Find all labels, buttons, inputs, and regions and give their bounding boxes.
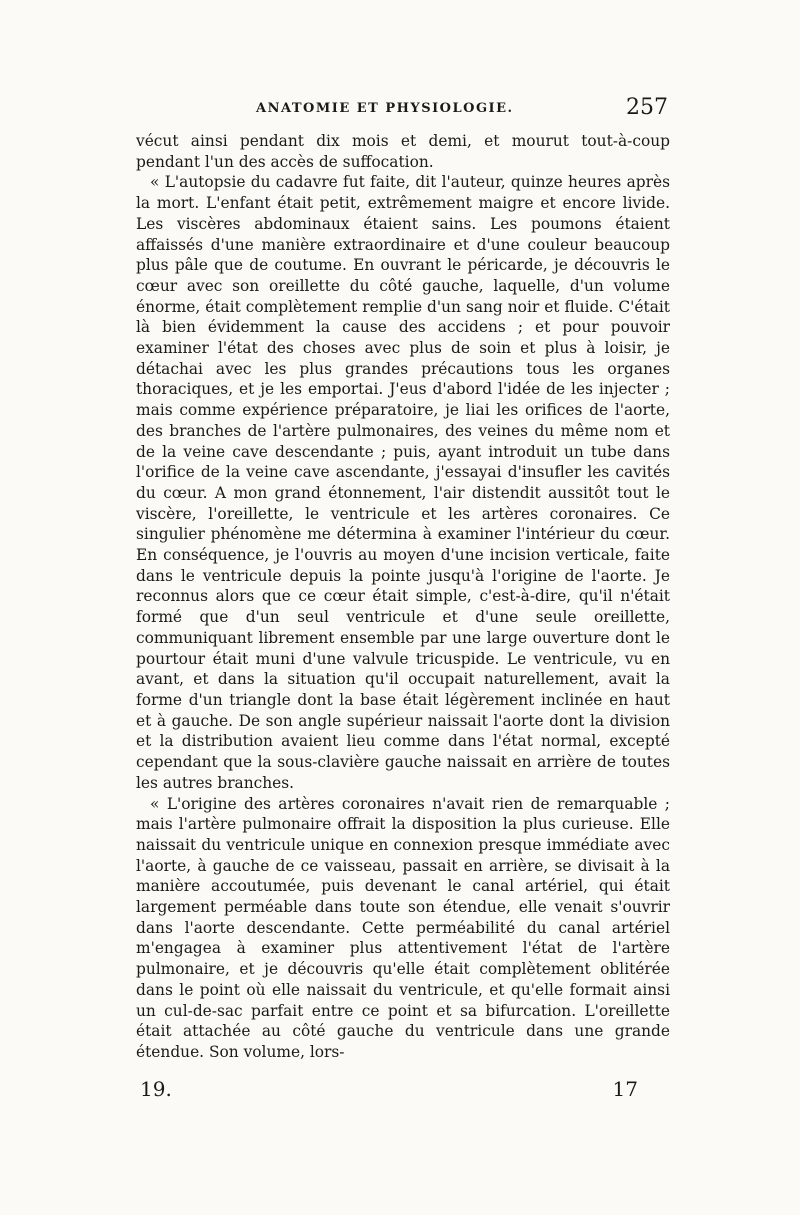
- paragraph-2: « L'autopsie du cadavre fut faite, dit l'auteur, quinze heures après la mort. L'enfant était petit, extrêmement maigre et encore livide. Les viscères abdominaux étaient sains. Les poumons étaient affaissés d'une manière extraordinaire et d'une couleur beaucoup plus pâle que de coutume. En ouvrant le péricarde, je découvris le cœur avec son oreillette du côté gauche, laquelle, d'un volume énorme, était complètement remplie d'un sang noir et fluide. C'était là bien évidemment la cause des accidens ; et pour pouvoir examiner l'état des choses avec plus de soin et plus à loisir, je détachai avec les plus grandes précautions tous les organes thoraciques, et je les emportai. J'eus d'abord l'idée de les injecter ; mais comme expérience préparatoire, je liai les orifices de l'aorte, des branches de l'artère pulmonaires, des veines du même nom et de la veine cave descendante ; puis, ayant introduit un tube dans l'orifice de la veine cave ascendante, j'essayai d'insufler les cavités du cœur. A mon grand étonnement, l'air distendit aussitôt tout le viscère, l'oreillette, le ventricule et les artères coronaires. Ce singulier phénomène me détermina à examiner l'intérieur du cœur. En conséquence, je l'ouvris au moyen d'une incision verticale, faite dans le ventricule depuis la pointe jusqu'à l'origine de l'aorte. Je reconnus alors que ce cœur était simple, c'est-à-dire, qu'il n'était formé que d'un seul ventricule et d'une seule oreillette, communiquant librement ensemble par une large ouverture dont le pourtour était muni d'une valvule tricuspide. Le ventricule, vu en avant, et dans la situation qu'il occupait naturellement, avait la forme d'un triangle dont la base était légèrement inclinée en haut et à gauche. De son angle supérieur naissait l'aorte dont la division et la distribution avaient lieu comme dans l'état normal, excepté cependant que la sous-clavière gauche naissait en arrière de toutes les autres branches.: [136, 173, 670, 792]
- page-footer: [136, 1077, 670, 1117]
- signature-mark: 19.: [140, 1076, 172, 1101]
- text-block: [136, 95, 670, 1117]
- paragraph-3: « L'origine des artères coronaires n'avait rien de remarquable ; mais l'artère pulmonaire offrait la disposition la plus curieuse. Elle naissait du ventricule unique en connexion presque immédiate avec l'aorte, à gauche de ce vaisseau, passait en arrière, se divisait à la manière accoutumée, puis devenant le canal artériel, qui était largement perméable dans toute son étendue, elle venait s'ouvrir dans l'aorte descendante. Cette perméabilité du canal artériel m'engagea à examiner plus attentivement l'état de l'artère pulmonaire, et je découvris qu'elle était complètement oblitérée dans le point où elle naissait du ventricule, et qu'elle formait ainsi un cul-de-sac parfait entre ce point et sa bifurcation. L'oreillette était attachée au côté gauche du ventricule dans une grande étendue. Son volume, lors-: [136, 794, 670, 1061]
- signature-letter: 17: [612, 1076, 638, 1101]
- page-number: 257: [626, 95, 668, 120]
- paragraph-1: vécut ainsi pendant dix mois et demi, et mourut tout-à-coup pendant l'un des accès de suffocation.: [136, 132, 670, 171]
- running-title: ANATOMIE ET PHYSIOLOGIE.: [256, 101, 514, 116]
- page-header: [136, 95, 670, 131]
